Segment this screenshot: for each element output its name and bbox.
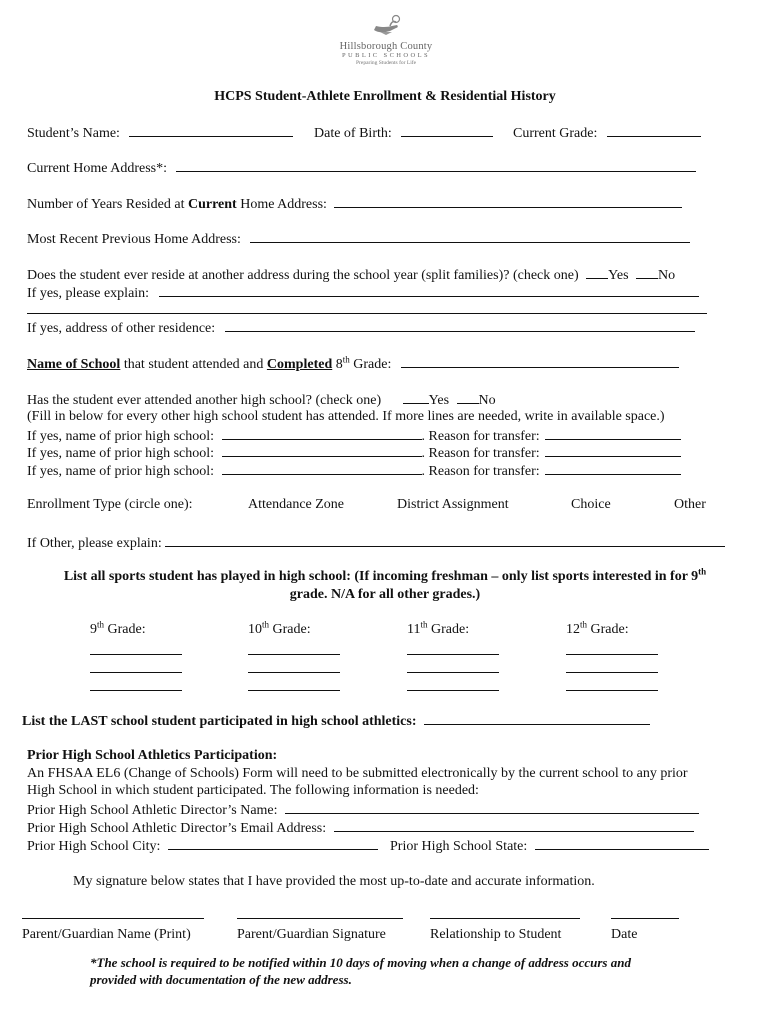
grade-9-num: 9	[90, 622, 97, 637]
grade-10-label: Grade:	[269, 622, 311, 637]
years-label-bold: Current	[187, 197, 237, 212]
other-hs-yes-box[interactable]	[403, 390, 429, 404]
grade-11-sport-2[interactable]	[407, 672, 499, 673]
guardian-signature-field[interactable]	[237, 905, 403, 919]
grade-label: Current Grade:	[513, 126, 598, 141]
date-field[interactable]	[611, 905, 679, 919]
grade-10-column	[248, 619, 340, 694]
student-name-field[interactable]	[129, 123, 293, 137]
dob-label: Date of Birth:	[314, 126, 392, 141]
other-hs-yes-label: Yes	[428, 393, 450, 408]
page-title: HCPS Student-Athlete Enrollment & Residential History	[214, 89, 556, 104]
years-resided-field[interactable]	[334, 194, 682, 208]
sports-heading-text: List all sports student has played in high school: (If incoming freshman – only list sports interested in for 9	[63, 569, 699, 584]
grade-12-num: 12	[566, 622, 580, 637]
footnote-line-1: *The school is required to be notified within 10 days of moving when a change of address occurs and	[90, 955, 631, 970]
logo-tagline: Preparing Students for Life	[355, 60, 417, 66]
other-explain-label: If Other, please explain:	[27, 536, 162, 551]
prev-address-field[interactable]	[250, 229, 690, 243]
grade-10-sport-1[interactable]	[248, 654, 340, 655]
guardian-signature-label: Parent/Guardian Signature	[237, 927, 386, 942]
enroll-option-other[interactable]: Other	[674, 497, 706, 512]
grade-10-sport-2[interactable]	[248, 672, 340, 673]
reason-label-3: . Reason for transfer:	[421, 464, 540, 479]
grade-12-sport-2[interactable]	[566, 672, 658, 673]
signature-statement: My signature below states that I have provided the most up-to-date and accurate information.	[73, 874, 595, 889]
grade-9-sport-2[interactable]	[90, 672, 182, 673]
other-residence-field[interactable]	[225, 318, 695, 332]
lamp-of-knowledge-icon	[366, 14, 406, 36]
state-label: Prior High School State:	[390, 839, 528, 854]
eighth-num: 8	[332, 357, 343, 372]
split-no-label: No	[658, 268, 676, 283]
enroll-option-attendance-zone[interactable]: Attendance Zone	[248, 497, 345, 512]
grade-12-sup: th	[580, 619, 588, 630]
grade-12-sport-3[interactable]	[566, 690, 658, 691]
prior-hs-label-1: If yes, name of prior high school:	[27, 429, 215, 444]
enroll-option-district-assignment[interactable]: District Assignment	[397, 497, 509, 512]
grade-10-sport-3[interactable]	[248, 690, 340, 691]
explain-field-line2[interactable]	[27, 300, 707, 314]
ad-name-label: Prior High School Athletic Director’s Name:	[27, 803, 278, 818]
home-address-field[interactable]	[176, 158, 696, 172]
prior-athletics-heading: Prior High School Athletics Participation:	[27, 748, 278, 763]
reason-label-2: . Reason for transfer:	[421, 446, 540, 461]
explain-label: If yes, please explain:	[27, 286, 150, 301]
years-label-pre: Number of Years Resided at	[27, 197, 188, 212]
footnote-line-2: provided with documentation of the new address.	[90, 972, 352, 987]
other-hs-no-label: No	[478, 393, 496, 408]
grade-9-sport-1[interactable]	[90, 654, 182, 655]
other-residence-label: If yes, address of other residence:	[27, 321, 216, 336]
grade-9-sup: th	[97, 619, 105, 630]
enroll-type-label: Enrollment Type (circle one):	[27, 497, 193, 512]
grade-10-num: 10	[248, 622, 262, 637]
grade-11-sport-3[interactable]	[407, 690, 499, 691]
other-explain-field[interactable]	[165, 533, 725, 547]
prior-hs-field-2[interactable]	[222, 443, 422, 457]
years-label-post: Home Address:	[236, 197, 327, 212]
prior-athletics-text-2: High School in which student participated. The following information is needed:	[27, 783, 479, 798]
other-hs-question: Has the student ever attended another high school? (check one)	[27, 393, 382, 408]
other-hs-no-box[interactable]	[457, 390, 479, 404]
eighth-grade-label: Grade:	[349, 357, 392, 372]
sports-heading-line2: grade. N/A for all other grades.)	[289, 587, 481, 602]
split-yes-label: Yes	[608, 268, 629, 283]
grade-12-sport-1[interactable]	[566, 654, 658, 655]
date-label: Date	[611, 927, 638, 942]
sports-heading-line1	[0, 568, 770, 585]
fill-note: (Fill in below for every other high school student has attended. If more lines are needed, write in available space.)	[27, 409, 665, 424]
eighth-school-field[interactable]	[401, 354, 679, 368]
reason-field-3[interactable]	[545, 461, 681, 475]
prior-hs-label-3: If yes, name of prior high school:	[27, 464, 215, 479]
grade-12-column	[566, 619, 658, 694]
eighth-sup: th	[342, 354, 350, 365]
prior-hs-label-2: If yes, name of prior high school:	[27, 446, 215, 461]
eighth-mid-label: that student attended and	[120, 357, 267, 372]
home-address-label: Current Home Address*:	[27, 161, 167, 176]
prior-hs-field-1[interactable]	[222, 426, 422, 440]
eighth-name-label: Name of School	[27, 357, 121, 372]
grade-9-sport-3[interactable]	[90, 690, 182, 691]
ad-email-label: Prior High School Athletic Director’s Email Address:	[27, 821, 327, 836]
prior-hs-field-3[interactable]	[222, 461, 422, 475]
hcps-logo	[330, 14, 442, 72]
reason-label-1: . Reason for transfer:	[421, 429, 540, 444]
prior-athletics-text-1: An FHSAA EL6 (Change of Schools) Form will need to be submitted electronically by the current school to any prior	[27, 766, 688, 781]
ad-email-field[interactable]	[334, 818, 694, 832]
grade-12-label: Grade:	[587, 622, 629, 637]
split-question: Does the student ever reside at another address during the school year (split families)? (check one)	[27, 268, 579, 283]
split-no-box[interactable]	[636, 265, 658, 279]
relationship-label: Relationship to Student	[430, 927, 562, 942]
relationship-field[interactable]	[430, 905, 580, 919]
logo-sub: PUBLIC SCHOOLS	[342, 52, 430, 59]
grade-10-sup: th	[262, 619, 270, 630]
reason-field-2[interactable]	[545, 443, 681, 457]
city-label: Prior High School City:	[27, 839, 161, 854]
sports-heading-sup: th	[698, 566, 707, 577]
grade-9-label: Grade:	[104, 622, 146, 637]
grade-11-sup: th	[420, 619, 428, 630]
ad-name-field[interactable]	[285, 800, 699, 814]
state-field[interactable]	[535, 836, 709, 850]
grade-9-column	[90, 619, 182, 694]
grade-11-column	[407, 619, 499, 694]
guardian-name-label: Parent/Guardian Name (Print)	[22, 927, 191, 942]
last-school-field[interactable]	[424, 711, 650, 725]
prev-address-label: Most Recent Previous Home Address:	[27, 232, 241, 247]
grade-11-sport-1[interactable]	[407, 654, 499, 655]
grade-field[interactable]	[607, 123, 701, 137]
city-field[interactable]	[168, 836, 378, 850]
student-name-label: Student’s Name:	[27, 126, 120, 141]
split-yes-box[interactable]	[586, 265, 608, 279]
reason-field-1[interactable]	[545, 426, 681, 440]
guardian-name-field[interactable]	[22, 905, 204, 919]
explain-field[interactable]	[159, 283, 699, 297]
logo-name: Hillsborough County	[339, 41, 433, 52]
grade-11-label: Grade:	[427, 622, 470, 637]
grade-11-num: 11	[407, 622, 421, 637]
enroll-option-choice[interactable]: Choice	[571, 497, 611, 512]
last-school-label: List the LAST school student participated in high school athletics:	[22, 714, 417, 729]
eighth-completed-label: Completed	[266, 357, 333, 372]
dob-field[interactable]	[401, 123, 493, 137]
